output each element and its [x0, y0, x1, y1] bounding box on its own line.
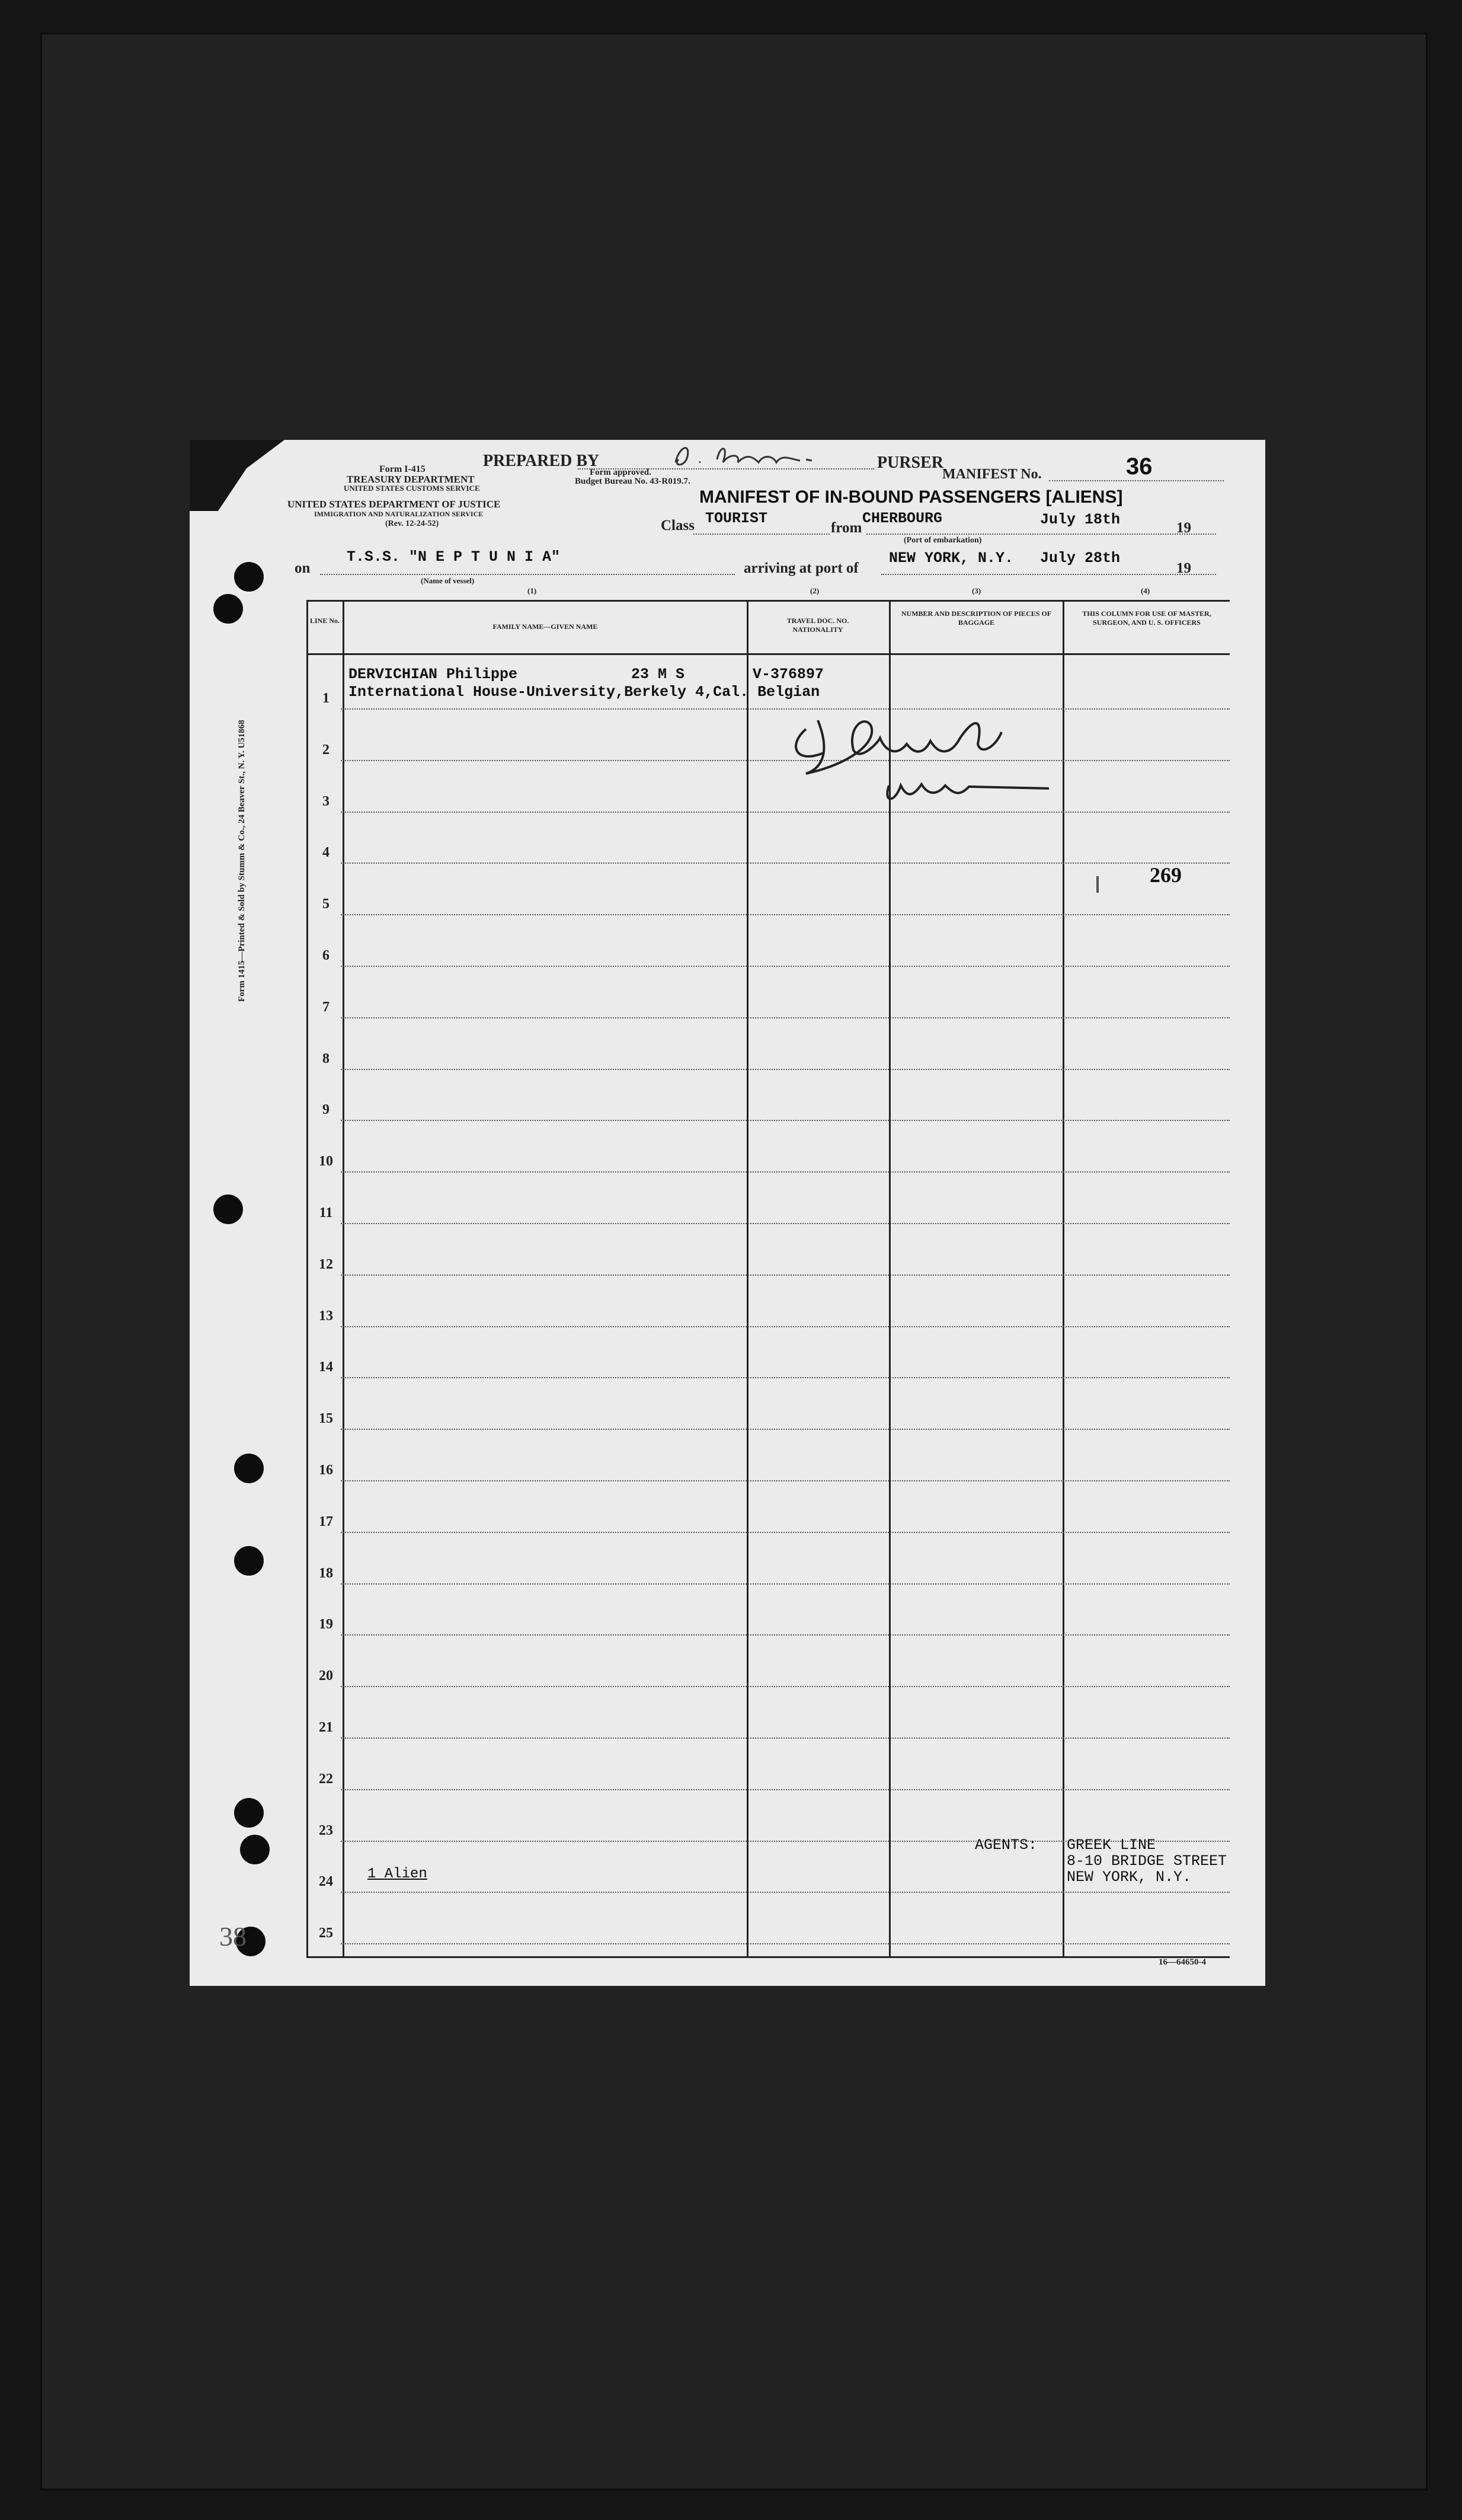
- customs-label: UNITED STATES CUSTOMS SERVICE: [344, 484, 480, 493]
- row-number: 12: [319, 1256, 333, 1272]
- rev-label: (Rev. 12-24-52): [385, 519, 439, 528]
- officer-reference-number: 269: [1150, 863, 1182, 887]
- year-prefix: 19: [1176, 560, 1191, 576]
- header-officers: THIS COLUMN FOR USE OF MASTER, SURGEON, AND U. S. OFFICERS: [1082, 609, 1211, 627]
- arrival-date: July 28th: [1040, 550, 1121, 567]
- row-number: 2: [322, 742, 329, 758]
- table-top-border: [306, 600, 1230, 602]
- row-number: 4: [322, 845, 329, 861]
- agents-label: AGENTS:: [975, 1836, 1038, 1854]
- col-number-3: (3): [972, 586, 981, 595]
- tick-mark: [1096, 876, 1099, 893]
- printer-imprint: Form 1415—Printed & Sold by Stumm & Co., 24 Beaver St., N. Y. U51868: [237, 720, 247, 1002]
- arrival-port: NEW YORK, N.Y.: [889, 550, 1014, 567]
- binder-hole: [234, 562, 264, 592]
- alien-total: 1 Alien: [367, 1866, 427, 1882]
- from-line: [866, 534, 1216, 535]
- row-dotted-line: [341, 1943, 1230, 1944]
- row-number: 24: [319, 1874, 333, 1890]
- row-number: 8: [322, 1050, 329, 1066]
- on-label: on: [295, 560, 311, 576]
- row-number: 13: [319, 1308, 333, 1324]
- row-number: 18: [319, 1565, 333, 1581]
- row-number: 15: [319, 1411, 333, 1427]
- row-dotted-line: [341, 1738, 1230, 1739]
- travel-doc-number: V-376897: [753, 666, 824, 683]
- table-header-border: [306, 653, 1230, 655]
- col-number-1: (1): [527, 586, 537, 595]
- vessel-line: [320, 574, 735, 575]
- officer-signature: [782, 708, 1090, 812]
- vessel-caption: (Name of vessel): [421, 576, 475, 585]
- embarkation-date: July 18th: [1040, 511, 1121, 528]
- row-dotted-line: [341, 1532, 1230, 1533]
- row-dotted-line: [341, 914, 1230, 915]
- treasury-label: TREASURY DEPARTMENT: [347, 474, 475, 485]
- class-line: [693, 534, 830, 535]
- row-number: 22: [319, 1771, 333, 1787]
- row-number: 14: [319, 1359, 333, 1375]
- row-dotted-line: [341, 1634, 1230, 1636]
- from-label: from: [831, 520, 862, 536]
- binder-hole: [234, 1798, 264, 1828]
- binder-hole: [213, 1194, 243, 1224]
- row-dotted-line: [341, 1223, 1230, 1224]
- row-number: 7: [322, 999, 329, 1015]
- passenger-address: International House-University,Berkely 4,Cal. Belgian: [348, 684, 820, 701]
- agent-line-1: GREEK LINE: [1067, 1836, 1156, 1854]
- row-number: 6: [322, 948, 329, 963]
- row-dotted-line: [341, 863, 1230, 864]
- row-dotted-line: [341, 1069, 1230, 1070]
- margin-mark: 38: [219, 1921, 247, 1952]
- row-dotted-line: [341, 1171, 1230, 1173]
- row-number: 1: [322, 691, 329, 706]
- row-dotted-line: [341, 1326, 1230, 1327]
- binder-hole: [240, 1835, 270, 1864]
- manifest-no-line: [1049, 480, 1224, 481]
- row-number: 9: [322, 1102, 329, 1118]
- form-number: Form I-415: [379, 464, 426, 474]
- port-embarkation-caption: (Port of embarkation): [904, 536, 982, 545]
- vessel-name: T.S.S. "N E P T U N I A": [347, 548, 561, 566]
- col-number-2: (2): [810, 586, 820, 595]
- header-line-no: LINE No.: [309, 617, 340, 625]
- row-dotted-line: [341, 1686, 1230, 1687]
- row-dotted-line: [341, 1789, 1230, 1790]
- row-number: 19: [319, 1617, 333, 1633]
- row-number: 21: [319, 1720, 333, 1735]
- col-divider-line: [343, 600, 344, 1957]
- justice-label: UNITED STATES DEPARTMENT OF JUSTICE: [287, 499, 501, 510]
- row-number: 23: [319, 1822, 333, 1838]
- binder-hole: [234, 1546, 264, 1576]
- print-code: 16—64650-4: [1159, 1957, 1206, 1967]
- binder-hole: [213, 594, 243, 624]
- table-left-border: [306, 600, 308, 1957]
- row-dotted-line: [341, 1892, 1230, 1893]
- manifest-title: MANIFEST OF IN-BOUND PASSENGERS [ALIENS]: [699, 487, 1123, 507]
- row-number: 10: [319, 1154, 333, 1170]
- class-value: TOURIST: [705, 510, 768, 527]
- arrival-line: [881, 574, 1216, 575]
- row-number: 25: [319, 1925, 333, 1941]
- row-dotted-line: [341, 1120, 1230, 1121]
- arriving-label: arriving at port of: [744, 560, 859, 576]
- passenger-age-sex-status: 23 M S: [631, 666, 685, 683]
- prepared-by-label: PREPARED BY: [483, 452, 600, 470]
- class-label: Class: [661, 518, 695, 534]
- header-baggage: NUMBER AND DESCRIPTION OF PIECES OF BAGGAGE: [901, 609, 1052, 627]
- year-prefix: 19: [1176, 520, 1191, 536]
- embarkation-port: CHERBOURG: [862, 510, 943, 527]
- agent-line-3: NEW YORK, N.Y.: [1067, 1869, 1192, 1886]
- form-approved: Form approved.: [590, 468, 651, 477]
- agent-line-2: 8-10 BRIDGE STREET: [1067, 1853, 1227, 1870]
- header-name: FAMILY NAME—GIVEN NAME: [492, 622, 598, 631]
- row-dotted-line: [341, 1275, 1230, 1276]
- row-number: 11: [319, 1205, 333, 1221]
- manifest-no-label: MANIFEST No.: [942, 467, 1042, 482]
- row-number: 5: [322, 896, 329, 912]
- row-dotted-line: [341, 966, 1230, 967]
- row-dotted-line: [341, 1377, 1230, 1378]
- row-dotted-line: [341, 1429, 1230, 1430]
- row-number: 16: [319, 1462, 333, 1478]
- prepared-by-signature: [664, 436, 842, 471]
- binder-hole: [234, 1454, 264, 1483]
- header-travel-doc: TRAVEL DOC. NO. NATIONALITY: [786, 617, 849, 634]
- table-bottom-border: [306, 1956, 1230, 1958]
- col-number-4: (4): [1141, 586, 1150, 595]
- passenger-name: DERVICHIAN Philippe: [348, 666, 518, 683]
- row-dotted-line: [341, 1017, 1230, 1018]
- ins-label: IMMIGRATION AND NATURALIZATION SERVICE: [314, 510, 484, 518]
- manifest-number: 36: [1126, 453, 1153, 480]
- row-dotted-line: [341, 1583, 1230, 1585]
- budget-bureau: Budget Bureau No. 43-R019.7.: [575, 477, 690, 486]
- row-dotted-line: [341, 1480, 1230, 1481]
- row-number: 20: [319, 1668, 333, 1684]
- purser-label: PURSER: [877, 453, 944, 472]
- col-divider-name: [747, 600, 748, 1957]
- row-number: 17: [319, 1513, 333, 1529]
- row-number: 3: [322, 793, 329, 809]
